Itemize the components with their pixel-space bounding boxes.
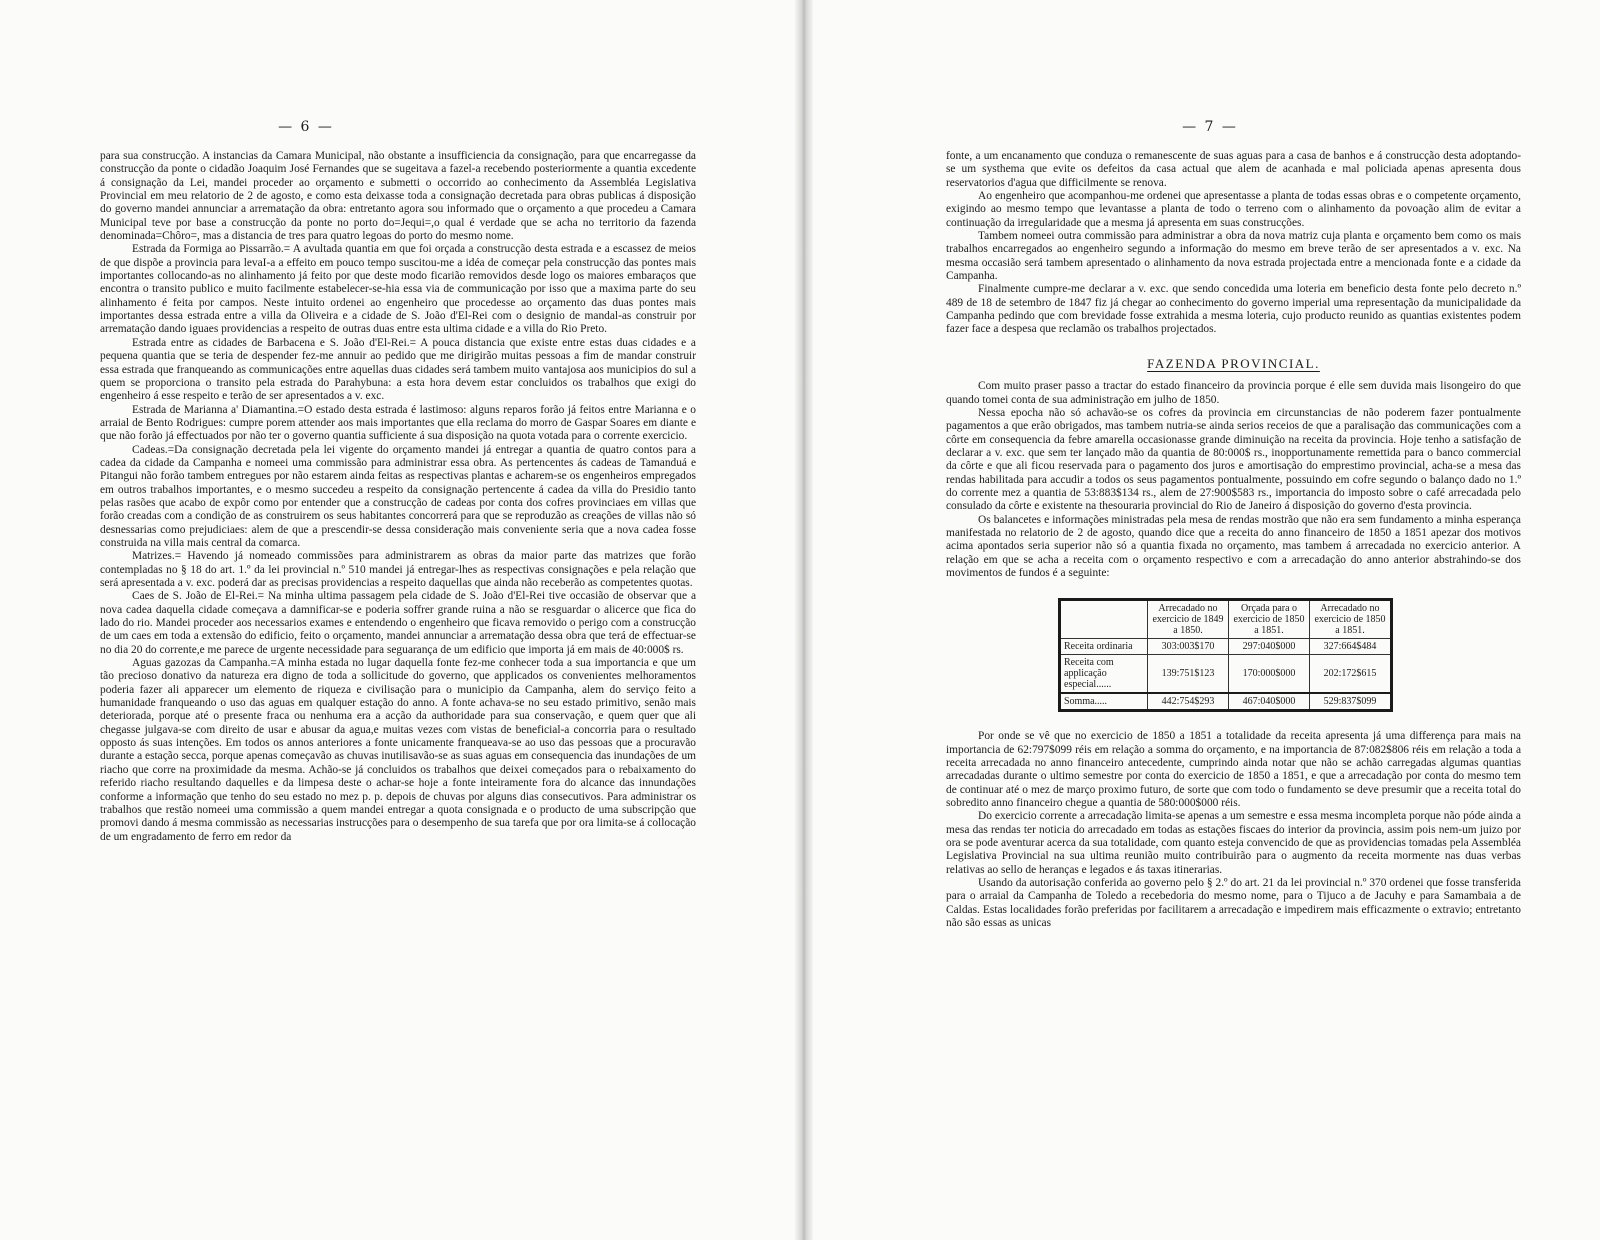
left-paragraph: Estrada da Formiga ao Pissarrão.= A avultada quantia em que foi orçada a construcção desta estrada e a escassez de meios de que dispõe a provincia para levaI-a a effeito em pouco tempo suscitou-me a idéa de começar pela construcção das pontes mais importantes collocando-as no alinhamento já feito por que deste modo ficarião removidos desde logo os maiores embaraços que encontra o transito publico e muito facilmente estabelecer-se-hia essa via de communicação por isso que a maxima parte do seu alinhamento é feita por campos. Neste intuito ordenei ao engenheiro que procedesse ao orçamento das duas pontes mais importantes dessa estrada entre a villa da Oliveira e a cidade de S. João d'El-Rei com o designio de mandal-as construir por arrematação dando iguaes providencias a respeito de outras duas entre esta ultima cidade e a villa do Rio Preto.	[100, 243, 696, 336]
left-page-number: — 6 —	[278, 119, 334, 135]
table-header-cell: Orçada para o exercicio de 1850 a 1851.	[1229, 600, 1310, 639]
table-row-label: Somma.....	[1060, 693, 1148, 711]
table-header-row	[1060, 600, 1392, 639]
right-paragraph: Nessa epocha não só achavão-se os cofres da provincia em circunstancias de não poderem fazer pontualmente pagamentos a que erão obrigados, mas tambem nutria-se ainda serios receios de que a paralisação das communicações com a côrte em consequencia da febre amarella occasionasse grande diminuição na receita da provincia. Hoje tenho a satisfação de declarar a v. exc. que sem ter lançado mão da quantia de 80:000$ rs., inopportunamente remettida para o banco commercial da côrte e que ali ficou reservada para o pagamento dos juros e amortisação do emprestimo provincial, acha-se a mesa das rendas habilitada para accudir a todos os seus pagamentos pontualmente, possuindo em cofre segundo o balanço dado no 1.º do corrente mez a quantia de 53:883$134 rs., alem de 27:900$583 rs., importancia do imposto sobre o café arrecadada pelo consulado da côrte e existente na thesouraria provincial do Rio de Janeiro á disposição do governo d'esta provincia.	[946, 406, 1521, 513]
left-paragraph: Estrada de Marianna a' Diamantina.=O estado desta estrada é lastimoso: alguns reparos forão já feitos entre Marianna e o arraial de Bento Rodrigues: cumpre porem attender aos mais importantes que ella reclama do morro de Gaspar Soares em diante e que não forão já effectuados por não ter o governo quantia sufficiente á sua disposição na quota votada para o corrente exercicio.	[100, 403, 696, 443]
book-gutter	[795, 0, 813, 1240]
right-paragraph: Ao engenheiro que acompanhou-me ordenei que apresentasse a planta de todas essas obras e o competente orçamento, exigindo ao mesmo tempo que levantasse a planta de todo o terreno com o alinhamento da povoação alim de evitar a continuação da irregularidade que a mesma já apresenta em suas construcções.	[946, 190, 1521, 229]
left-paragraph: Matrizes.= Havendo já nomeado commissões para administrarem as obras da maior parte das matrizes que forão contempladas no § 18 do art. 1.º da lei provincial n.º 510 mandei já entregar-lhes as respectivas consignações e pela relação que será apresentada a v. exc. poderá dar as precisas providencias a respeito daquellas que ainda não receberão as competentes quotas.	[100, 550, 696, 589]
section-heading: FAZENDA PROVINCIAL.	[1147, 355, 1320, 371]
right-page	[946, 0, 1521, 1240]
left-page	[100, 0, 696, 1240]
right-paragraph: Com muito praser passo a tractar do estado financeiro da provincia porque é elle sem duvida mais lisongeiro do que quando tomei conta de sua administração em julho de 1850.	[946, 380, 1521, 406]
right-paragraph: Finalmente cumpre-me declarar a v. exc. que sendo concedida uma loteria em beneficio desta fonte pelo decreto n.º 489 de 18 de setembro de 1847 fiz já chegar ao conhecimento do governo imperial uma representação da municipalidade da Campanha pedindo que com brevidade fosse extrahida a mesma loteria, cujo producto reunido as quantias existentes podem fazer face a despesa que reclamão os trabalhos projectados.	[946, 283, 1521, 336]
left-page-text	[100, 150, 696, 844]
right-page-text	[946, 150, 1521, 930]
right-paragraph: Os balancetes e informações ministradas pela mesa de rendas mostrão que não era sem fundamento a minha esperança manifestada no relatorio de 2 de agosto, quando dice que a receita do anno financeiro de 1850 a 1851 apezar dos motivos acima apontados seria superior não só a quantia fixada no orçamento, mas tambem á arrecadada no exercicio anterior. A relação em que se acha a receita com o orçamento respectivo e com a arrecadação do anno anterior abstrahindo-se dos movimentos de fundos é a seguinte:	[946, 513, 1521, 579]
left-paragraph: Aguas gazozas da Campanha.=A minha estada no lugar daquella fonte fez-me conhecer toda a sua importancia e que um tão precioso donativo da natureza era digno de toda a sollicitude do governo, que applicados os convenientes melhoramentos poderia fazer ali apparecer um elemento de riqueza e civilisação para o municipio da Campanha, alem do serviço feito a humanidade franqueando o uso das aguas em qualquer estação do anno. A fonte achava-se no seu estado primitivo, senão mais deteriorada, porque até o presente fraca ou nenhuma era a acção da authoridade para sua conservação, e quem quer que ali chegasse julgava-se com direito de usar e abusar da agua,e muitas vezes com vistas de beneficial-a concorria para o resultado opposto ás suas intenções. Em todos os annos anteriores a fonte unicamente franqueava-se ao uso das pessoas que a procuravão durante a estação secca, porque apenas começavão as chuvas inutilisavão-se as suas aguas em consequencia das inundações de um riacho que corre na proximidade da mesma. Achão-se já concluidos os trabalhos que deixei começados para o rebaixamento do referido riacho resultando daquelles e da limpesa deste o achar-se hoje a fonte inteiramente fora do alcance das innundações conforme a informação que tenho do seu estado no mez p. p. depois de chuvas por alguns dias consecutivos. Para administrar os trabalhos que restão nomeei uma commissão a quem mandei entregar a quota consignada e o producto de uma subscripção que promovi dando á mesma commissão as necessarias instrucções para o desempenho de sua tarefa que por ora limita-se á collocação de um engradamento de ferro em redor da	[100, 657, 696, 843]
left-paragraph: Caes de S. João de El-Rei.= Na minha ultima passagem pela cidade de S. João d'El-Rei tive occasião de observar que a nova cadea daquella cidade começava a damnificar-se e poderia soffrer grande ruina a não se resguardar o alicerce que fica do lado do rio. Mandei proceder aos necessarios exames e entendendo o engenheiro que ficava removido o perigo com a construcção de um caes em toda a extensão do edificio, feito o orçamento, mandei annunciar a arrematação dessa obra que terá de effectuar-se no dia 20 do corrente,e me parece de urgente necessidade para seguarança de um edificio que importa já em mais de 40:000$ rs.	[100, 590, 696, 656]
left-paragraph: Estrada entre as cidades de Barbacena e S. João d'El-Rei.= A pouca distancia que existe entre estas duas cidades e a pequena quantia que se teria de despender fez-me annuir ao pedido que me dirigirão muitas pessoas a fim de mandar construir essa estrada que franqueando as communicações entre aquellas duas cidades será tambem muito vantajosa aos municipios do sul a quem se proporciona o transito pela estrada do Parahybuna: a esta hora devem estar concluidos os trabalhos que exigi do engenheiro á esse respeito e terão de ser apresentados a v. exc.	[100, 336, 696, 403]
right-page-number: — 7 —	[1182, 119, 1238, 135]
table-cell: 139:751$123	[1148, 655, 1229, 694]
table-row	[1060, 655, 1392, 694]
table-cell: 297:040$000	[1229, 639, 1310, 655]
right-paragraph: Usando da autorisação conferida ao governo pelo § 2.º do art. 21 da lei provincial n.º 370 ordenei que fosse transferida para o arraial da Campanha de Toledo a recebedoria do mesmo nome, para o Tijuco a de Jacuhy e para Samambaia a de Caldas. Estas localidades forão preferidas por facilitarem a arrecadação e impedirem mais efficazmente o extravio; entretanto não são essas as unicas	[946, 877, 1521, 930]
right-paragraph: Por onde se vê que no exercicio de 1850 a 1851 a totalidade da receita apresenta já uma differença para mais na importancia de 62:797$099 réis em relação a somma do orçamento, e na importancia de 87:082$806 réis em relação a toda a receita arrecadada no anno financeiro antecedente, cumprindo ainda notar que não se achão carregadas algumas quantias arrecadadas durante o ultimo semestre por conta do exercicio de 1850 a 1851, e que a arrecadação por conta do mesmo tem de continuar até o mez de março proximo futuro, de sorte que com todo o fundamento se deve presumir que a receita total do sobredito anno financeiro chegue a quantia de 580:000$000 réis.	[946, 730, 1521, 810]
table-cell: 529:837$099	[1310, 693, 1392, 711]
table-corner-cell	[1060, 600, 1148, 639]
table-header-cell: Arrecadado no exercicio de 1850 a 1851.	[1310, 600, 1392, 639]
table-row-label: Receita ordinaria	[1060, 639, 1148, 655]
table-row-label: Receita com applicação especial......	[1060, 655, 1148, 694]
table-cell: 327:664$484	[1310, 639, 1392, 655]
left-paragraph: para sua construcção. A instancias da Camara Municipal, não obstante a insufficiencia da consignação, para que encarregasse da construcção da ponte o cidadão Joaquim José Fernandes que se sugeitava a fazel-a recebendo posteriormente a quantia excedente á consignação da Lei, mandei proceder ao orçamento e submetti o occorrido ao conhecimento da Assembléa Legislativa Provincial em meu relatorio de 2 de agosto, e como esta deixasse toda a consignação decretada para obras publicas á disposição do governo mandei annunciar a arrematação da obra: entretanto agora sou informado que o orçamento a que procedeu a Camara Municipal teve por base a construcção da ponte no porto do=Jequi=,o qual é verdade que se acha no territorio da fazenda denominada=Chôro=, mas a distancia de tres para quatro legoas do porto do mesmo nome.	[100, 150, 696, 243]
right-paragraph: Tambem nomeei outra commissão para administrar a obra da nova matriz cuja planta e orçamento bem como os mais trabalhos encarregados ao engenheiro segundo a informação do mesmo em breve terão de ser apresentados a v. exc. Na mesma occasião será tambem apresentado o alinhamento da nova estrada projectada entre a mencionada fonte e a cidade da Campanha.	[946, 230, 1521, 283]
right-paragraph: fonte, a um encanamento que conduza o remanescente de suas aguas para a casa de banhos e á construcção desta adoptando-se um systhema que evite os defeitos da casa actual que alem de acanhada e mal policiada apenas apresenta dous reservatorios d'agua que difficilmente se renova.	[946, 150, 1521, 189]
table-cell: 202:172$615	[1310, 655, 1392, 694]
table-row	[1060, 639, 1392, 655]
table-cell: 170:000$000	[1229, 655, 1310, 694]
table-cell: 442:754$293	[1148, 693, 1229, 711]
table-header-cell: Arrecadado no exercicio de 1849 a 1850.	[1148, 600, 1229, 639]
right-paragraph: Do exercicio corrente a arrecadação limita-se apenas a um semestre e essa mesma incompleta porque não póde ainda a mesa das rendas ter noticia do arrecadado em todas as estações fiscaes do interior da provincia, assim pois nem-um juizo por ora se pode aventurar acerca da sua totalidade, com quanto esteja convencido de que as providencias tomadas pela Assembléa Legislativa Provincial na sua ultima reunião muito contribuirão para o augmento da receita mormente nas duas verbas relativas ao sello de heranças e legados e ás taxas itinerarias.	[946, 810, 1521, 876]
table-row	[1060, 693, 1392, 711]
table-cell: 467:040$000	[1229, 693, 1310, 711]
left-paragraph: Cadeas.=Da consignação decretada pela lei vigente do orçamento mandei já entregar a quantia de quatro contos para a cadea da cidade da Campanha e nomeei uma commissão para administrar essa obra. As pertencentes ás cadeas de Tamanduá e Pitangui não forão tambem entregues por não estarem ainda feitas as respectivas plantas e acharem-se os engenheiros empregados em outros trabalhos importantes, e o mesmo succedeu a respeito da consignação pertencente á cadea da villa do Presidio tanto pelas rasões que acabo de expôr como por entender que a construcção de cadeas por conta dos cofres provinciaes em villas que forão creadas com a condição de as construirem os seus habitantes concorrerá para que se reproduzão as creações de villas não só desnessarias como prejudiciaes: alem de que a prescendir-se dessa consideração mais conveniente seria que a nova cadea fosse construida na villa mais central da comarca.	[100, 443, 696, 549]
revenue-table	[1058, 598, 1393, 712]
table-cell: 303:003$170	[1148, 639, 1229, 655]
